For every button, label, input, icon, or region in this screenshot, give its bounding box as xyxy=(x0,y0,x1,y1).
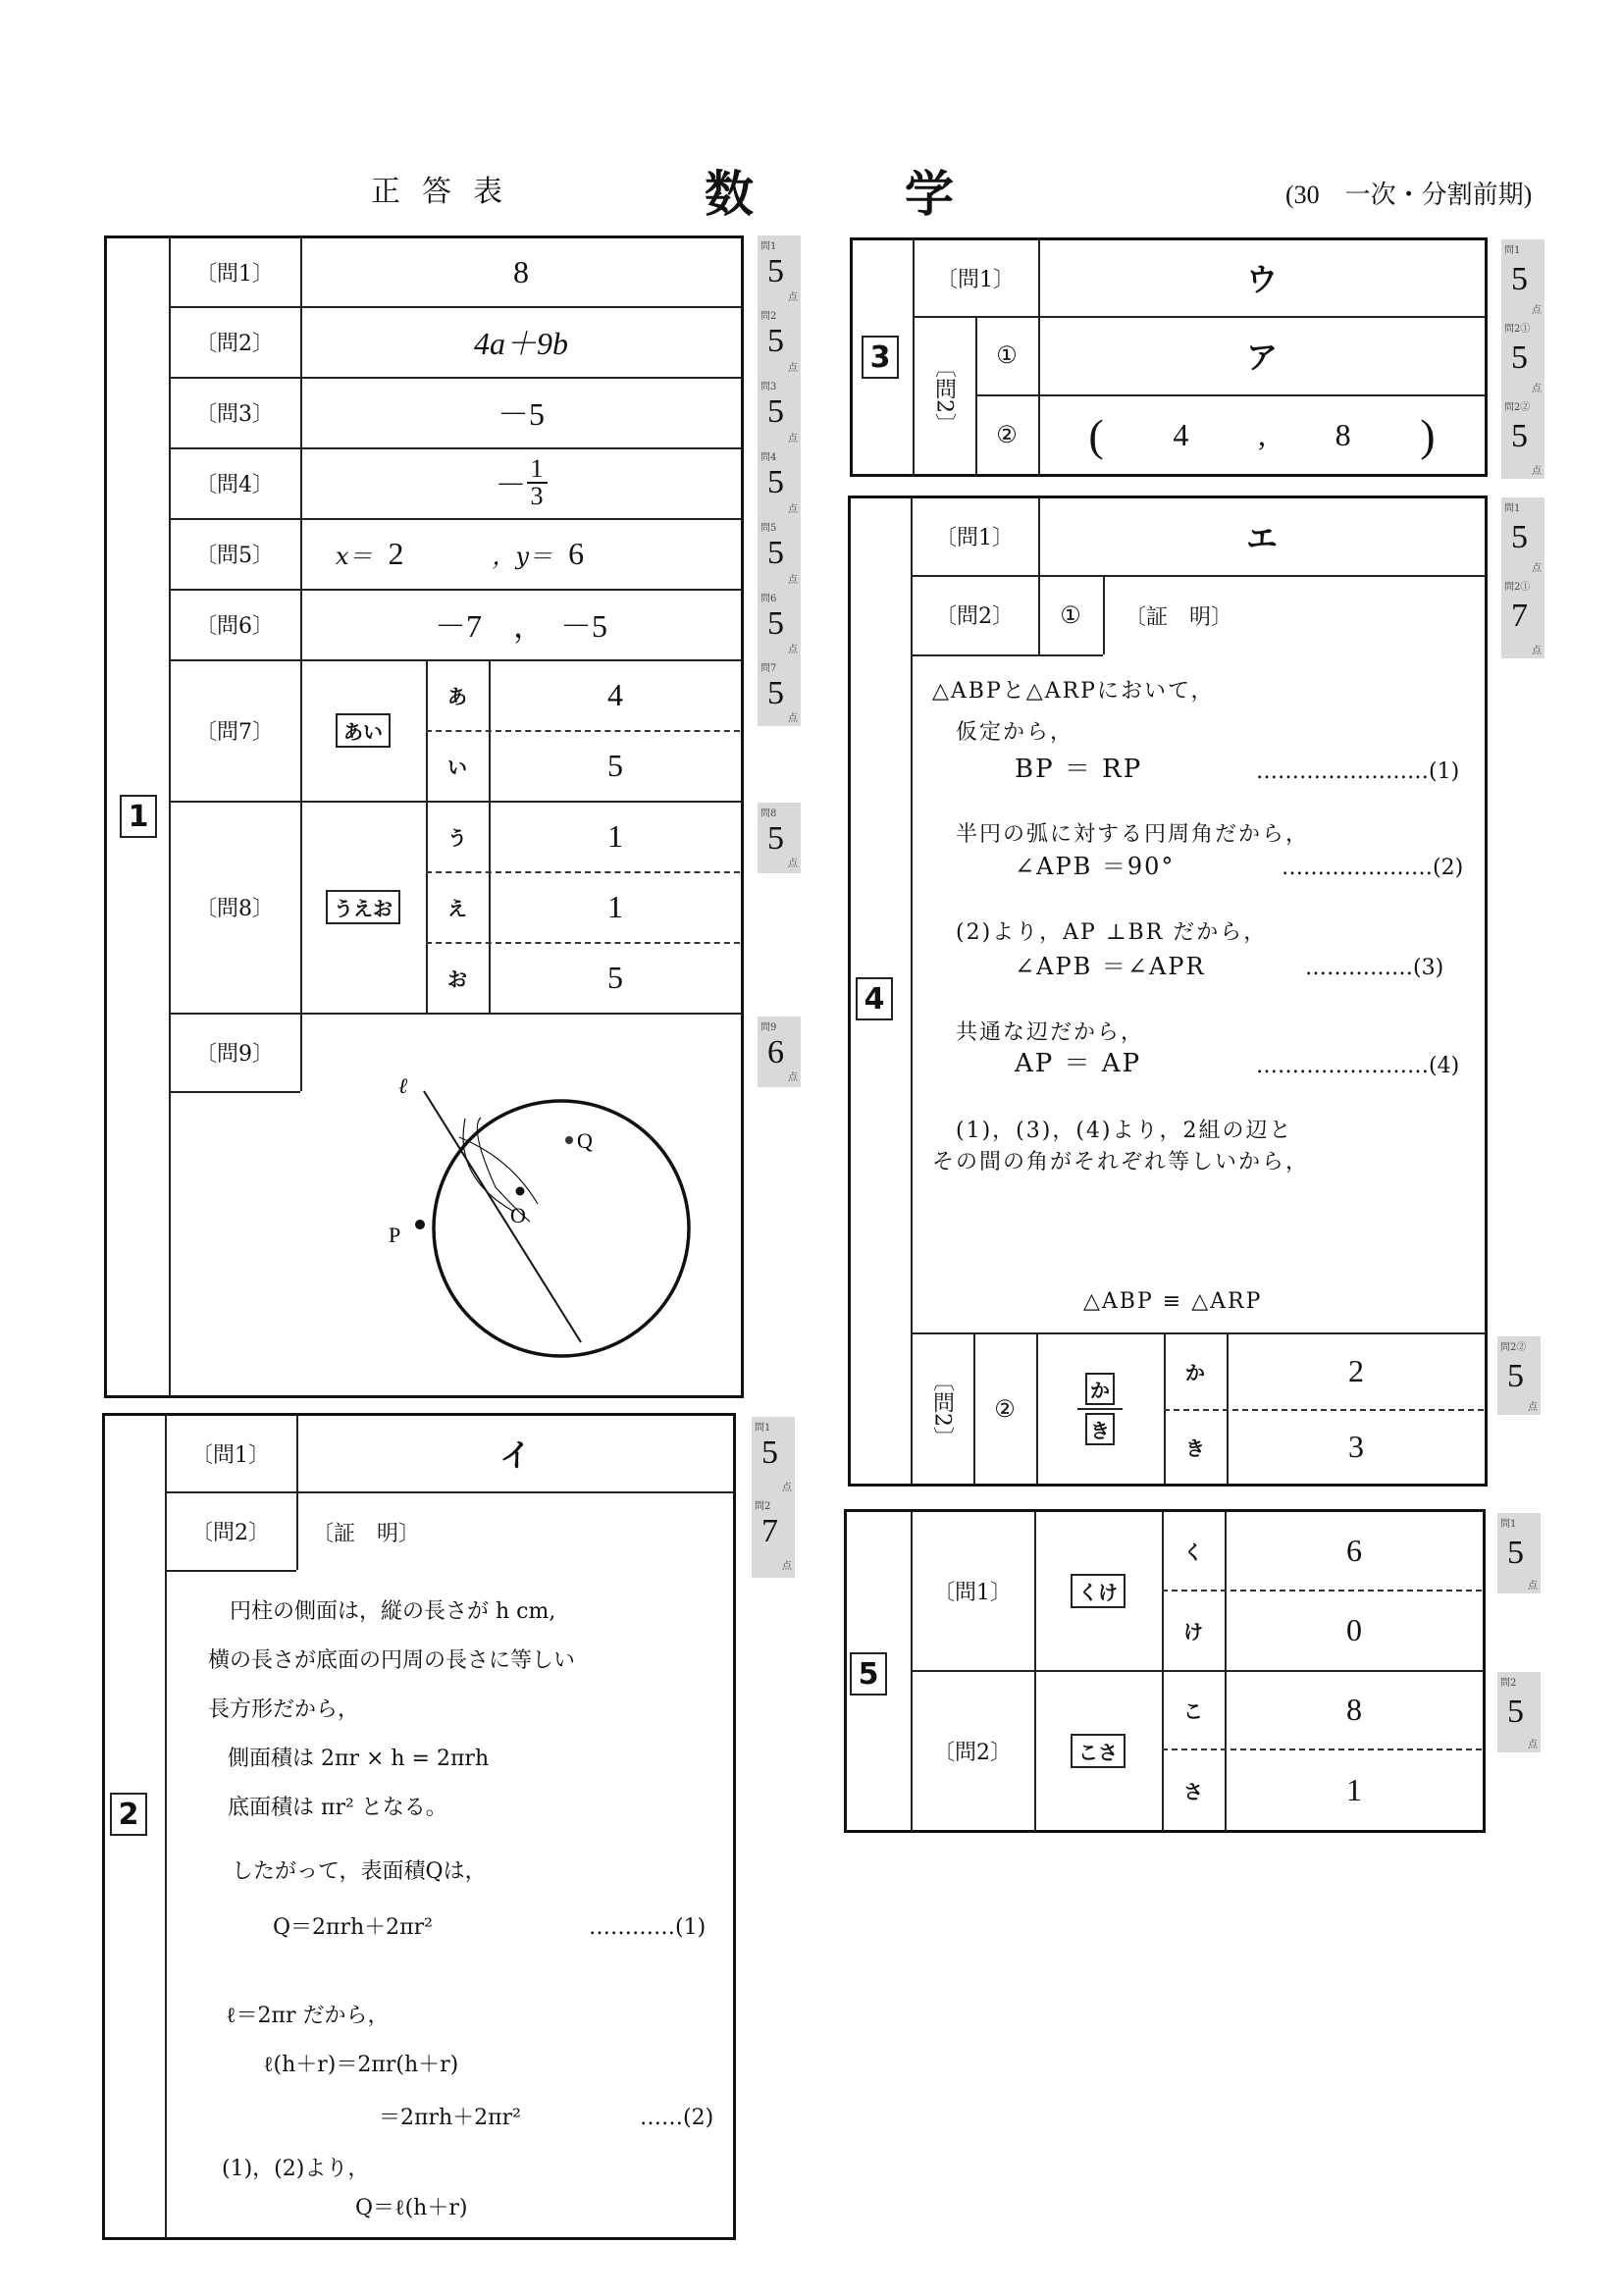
question-label: 〔問1〕 xyxy=(935,526,1014,550)
question-label: 〔問2〕 xyxy=(195,331,274,356)
score-item xyxy=(752,1495,795,1574)
score-column xyxy=(1497,1672,1541,1752)
fraction-sign: － xyxy=(495,467,527,502)
score-points: 5 xyxy=(767,323,784,359)
proof-ref: ……………(3) xyxy=(1305,956,1444,980)
blank-key: き xyxy=(1185,1436,1205,1460)
score-question: 問1 xyxy=(1500,1519,1517,1530)
score-column xyxy=(1497,1336,1541,1415)
score-unit: 点 xyxy=(782,1483,792,1493)
blank-value: 5 xyxy=(607,959,623,995)
tag-denominator: き xyxy=(1085,1413,1115,1445)
proof-line: ∠APB ＝∠APR xyxy=(1015,953,1206,980)
score-item xyxy=(1501,318,1544,396)
close-paren: ) xyxy=(1420,409,1436,460)
blank-value: 5 xyxy=(607,747,623,783)
score-item xyxy=(1501,576,1544,658)
question-label: 〔問1〕 xyxy=(933,1580,1012,1605)
score-question: 問2② xyxy=(1500,1342,1527,1353)
construction-figure xyxy=(373,1050,707,1374)
score-item xyxy=(1501,239,1544,318)
score-points: 5 xyxy=(767,605,784,642)
score-column xyxy=(1501,239,1544,479)
answer-value: エ xyxy=(1245,519,1278,557)
section-number: 2 xyxy=(110,1793,147,1836)
section-number: 5 xyxy=(850,1652,887,1696)
denominator: 3 xyxy=(530,482,544,510)
blank-value: 8 xyxy=(1346,1691,1362,1727)
answer-tag: うえお xyxy=(326,890,400,924)
proof-line: ℓ(h＋r)＝2πr(h＋r) xyxy=(263,2053,459,2077)
question-label: 〔問3〕 xyxy=(195,401,274,427)
blank-value: 0 xyxy=(1346,1611,1362,1647)
score-item xyxy=(758,1017,801,1085)
proof-line: △ABPと△ARPにおいて， xyxy=(932,679,1215,704)
question-label: 〔問9〕 xyxy=(195,1041,274,1067)
score-unit: 点 xyxy=(788,645,798,655)
tag-numerator: か xyxy=(1085,1373,1115,1405)
proof-line: AP ＝ AP xyxy=(1015,1049,1142,1078)
blank-key: こ xyxy=(1183,1698,1203,1723)
proof-line: したがって，表面積Qは， xyxy=(232,1859,487,1884)
blank-value: 4 xyxy=(607,676,623,712)
score-question: 問2 xyxy=(1500,1678,1517,1689)
label-q: Q xyxy=(577,1128,593,1153)
proof-line: Q＝ℓ(h＋r) xyxy=(355,2196,468,2220)
score-unit: 点 xyxy=(788,363,798,374)
x-value: 2 xyxy=(388,535,404,571)
proof-ref: …………………(2) xyxy=(1282,856,1464,880)
score-points: 5 xyxy=(767,393,784,430)
proof-line: △ABP ≡ △ARP xyxy=(1083,1289,1263,1314)
coord-comma: , xyxy=(1257,416,1266,452)
blank-key: か xyxy=(1185,1360,1205,1384)
score-points: 5 xyxy=(767,820,784,857)
blank-key: く xyxy=(1183,1539,1203,1564)
answer-xy xyxy=(300,518,742,589)
proof-line: (1)，(2)より， xyxy=(222,2157,370,2181)
score-question: 問6 xyxy=(760,594,777,604)
sub-number: ② xyxy=(994,1394,1016,1423)
question-label: 〔問1〕 xyxy=(936,267,1015,292)
label-p: P xyxy=(389,1223,401,1247)
section-number: 1 xyxy=(120,795,157,838)
score-item xyxy=(758,588,801,657)
blank-key: け xyxy=(1183,1619,1203,1644)
score-unit: 点 xyxy=(1532,466,1542,477)
proof-line: 円柱の側面は，縦の長さが h cm, xyxy=(230,1599,556,1624)
score-points: 5 xyxy=(1507,1694,1524,1730)
coord-x: 4 xyxy=(1173,416,1189,452)
point-p xyxy=(415,1220,425,1229)
score-question: 問8 xyxy=(760,809,777,819)
fraction-tag xyxy=(1036,1332,1164,1485)
score-unit: 点 xyxy=(788,575,798,586)
question-label: 〔問4〕 xyxy=(195,472,274,497)
score-question: 問2① xyxy=(1504,324,1531,335)
circle-o xyxy=(434,1101,689,1356)
score-item xyxy=(758,657,801,726)
sub-number: ① xyxy=(996,341,1018,369)
score-unit: 点 xyxy=(788,504,798,515)
score-item xyxy=(1497,1336,1541,1415)
blank-key: え xyxy=(447,896,467,920)
answer-value: 4a＋9b xyxy=(473,326,568,361)
blank-key: お xyxy=(447,966,467,991)
score-item xyxy=(752,1417,795,1495)
score-points: 5 xyxy=(767,464,784,500)
score-unit: 点 xyxy=(788,292,798,303)
score-points: 7 xyxy=(1511,598,1528,634)
score-item xyxy=(758,376,801,446)
score-column xyxy=(1501,497,1544,658)
x-label: x＝ xyxy=(336,542,373,570)
proof-line: Q＝2πrh＋2πr² xyxy=(273,1915,433,1940)
score-item xyxy=(1497,1672,1541,1752)
answer-key-label: 正答表 xyxy=(371,175,524,209)
score-points: 5 xyxy=(767,535,784,571)
proof-line: (1)，(3)，(4)より，2組の辺と xyxy=(956,1119,1293,1143)
score-item xyxy=(758,305,801,376)
score-points: 5 xyxy=(1511,261,1528,297)
label-o: O xyxy=(510,1203,526,1227)
question-label: 〔問1〕 xyxy=(195,261,274,287)
score-question: 問4 xyxy=(760,452,777,463)
proof-line: ＝2πrh＋2πr² xyxy=(379,2106,521,2130)
score-points: 5 xyxy=(767,675,784,711)
score-column xyxy=(758,235,801,726)
answer-value: 8 xyxy=(513,253,529,289)
score-unit: 点 xyxy=(1532,646,1542,656)
open-paren: ( xyxy=(1088,409,1104,460)
exam-edition: (30 一次・分割前期) xyxy=(1285,181,1533,209)
blank-value: 3 xyxy=(1348,1429,1364,1464)
score-question: 問9 xyxy=(760,1022,777,1033)
section-number: 3 xyxy=(862,336,899,379)
answer-value: －5 xyxy=(497,396,545,432)
score-item xyxy=(758,235,801,305)
proof-line: 側面積は 2πr × h = 2πrh xyxy=(228,1747,490,1771)
score-question: 問1 xyxy=(1504,245,1521,256)
score-column xyxy=(758,803,801,873)
score-question: 問3 xyxy=(760,382,777,392)
question-label: 〔問2〕 xyxy=(933,1740,1012,1765)
blank-value: 1 xyxy=(1346,1771,1362,1807)
score-points: 5 xyxy=(1511,339,1528,376)
score-item xyxy=(758,446,801,517)
score-unit: 点 xyxy=(1528,1740,1538,1750)
question-label-vertical: 〔問2〕 xyxy=(931,356,957,435)
proof-ref: ……………………(1) xyxy=(1256,759,1460,784)
score-item xyxy=(758,803,801,871)
proof-line: 長方形だから， xyxy=(208,1697,360,1722)
answer-value: ウ xyxy=(1245,261,1278,298)
score-question: 問2① xyxy=(1504,582,1531,593)
question-label: 〔問6〕 xyxy=(195,613,274,639)
sub-number: ① xyxy=(1060,600,1081,629)
score-unit: 点 xyxy=(1532,305,1542,316)
score-item xyxy=(1501,396,1544,479)
proof-line: その間の角がそれぞれ等しいから， xyxy=(932,1150,1310,1174)
score-points: 5 xyxy=(761,1435,778,1471)
score-unit: 点 xyxy=(788,713,798,724)
proof-line: 共通な辺だから， xyxy=(956,1020,1145,1045)
question-label: 〔問8〕 xyxy=(195,896,274,921)
proof-line: (2)より，AP ⊥BR だから， xyxy=(956,920,1268,945)
proof-line: ∠APB ＝90° xyxy=(1015,853,1176,880)
score-unit: 点 xyxy=(788,859,798,869)
fraction-bar xyxy=(1077,1408,1123,1410)
score-item xyxy=(758,517,801,588)
blank-key: い xyxy=(447,755,467,779)
score-column xyxy=(752,1417,795,1578)
score-column xyxy=(1497,1513,1541,1593)
score-question: 問2② xyxy=(1504,402,1531,413)
score-unit: 点 xyxy=(1532,563,1542,574)
score-points: 7 xyxy=(761,1513,778,1549)
question-label: 〔問2〕 xyxy=(935,604,1014,629)
answer-value: イ xyxy=(498,1436,531,1474)
score-question: 問1 xyxy=(760,241,777,252)
score-question: 問1 xyxy=(755,1423,771,1434)
proof-heading: 〔証 明〕 xyxy=(312,1522,421,1546)
proof-ref: …………(1) xyxy=(589,1915,707,1940)
point-q xyxy=(565,1136,573,1144)
section-number: 4 xyxy=(856,977,893,1020)
score-unit: 点 xyxy=(1528,1402,1538,1413)
proof-ref: ……………………(4) xyxy=(1256,1054,1460,1078)
blank-value: 2 xyxy=(1348,1352,1364,1388)
blank-value: 1 xyxy=(607,817,623,854)
answer-tag: くけ xyxy=(1071,1574,1126,1608)
score-question: 問2 xyxy=(760,311,777,322)
answer-value: ア xyxy=(1245,339,1278,376)
blank-key: あ xyxy=(447,684,467,708)
score-points: 5 xyxy=(1511,418,1528,454)
question-label: 〔問1〕 xyxy=(191,1442,270,1468)
proof-line: BP ＝ RP xyxy=(1015,755,1143,784)
blank-key: さ xyxy=(1183,1779,1203,1803)
score-points: 5 xyxy=(1507,1535,1524,1571)
subject-title-right: 学 xyxy=(905,166,954,223)
score-item xyxy=(1497,1513,1541,1593)
score-unit: 点 xyxy=(1532,384,1542,394)
proof-line: 仮定から， xyxy=(956,720,1074,745)
score-item xyxy=(1501,497,1544,576)
score-column xyxy=(758,1017,801,1087)
score-unit: 点 xyxy=(788,434,798,444)
score-unit: 点 xyxy=(782,1561,792,1572)
y-label: ，y＝ xyxy=(492,542,553,570)
score-points: 6 xyxy=(767,1034,784,1070)
fraction xyxy=(527,456,548,509)
score-unit: 点 xyxy=(788,1072,798,1083)
question-label-vertical: 〔問2〕 xyxy=(929,1369,955,1448)
blank-value: 1 xyxy=(607,888,623,924)
question-label: 〔問2〕 xyxy=(191,1520,270,1545)
answer-tag: あい xyxy=(336,713,391,748)
proof-ref: ……(2) xyxy=(640,2106,714,2130)
score-unit: 点 xyxy=(1528,1581,1538,1592)
score-points: 5 xyxy=(1511,519,1528,555)
proof-line: 横の長さが底面の円周の長さに等しい xyxy=(208,1648,576,1673)
question-label: 〔問5〕 xyxy=(195,543,274,568)
proof-line: ℓ＝2πr だから， xyxy=(226,2004,390,2028)
line-l xyxy=(424,1091,581,1342)
score-question: 問7 xyxy=(760,663,777,674)
blank-key: う xyxy=(447,825,467,850)
score-question: 問5 xyxy=(760,523,777,534)
blank-value: 6 xyxy=(1346,1532,1362,1568)
coordinate-answer xyxy=(1038,394,1486,475)
coord-y: 8 xyxy=(1335,416,1351,452)
fraction-answer xyxy=(300,447,742,518)
answer-tag: こさ xyxy=(1071,1734,1126,1768)
proof-heading: 〔証 明〕 xyxy=(1125,605,1233,630)
subject-title-left: 数 xyxy=(705,166,754,223)
numerator: 1 xyxy=(527,456,548,484)
question-label: 〔問7〕 xyxy=(195,719,274,745)
sub-number: ② xyxy=(996,421,1018,448)
score-question: 問1 xyxy=(1504,503,1521,514)
label-l: ℓ xyxy=(398,1074,408,1099)
score-points: 5 xyxy=(1507,1358,1524,1394)
proof-line: 半円の弧に対する円周角だから， xyxy=(956,822,1310,847)
y-value: 6 xyxy=(568,535,585,571)
proof-line: 底面積は πr² となる。 xyxy=(228,1796,447,1820)
score-points: 5 xyxy=(767,253,784,289)
answer-value: －7 ， －5 xyxy=(434,608,607,644)
score-question: 問2 xyxy=(755,1501,771,1512)
point-o xyxy=(516,1187,525,1196)
